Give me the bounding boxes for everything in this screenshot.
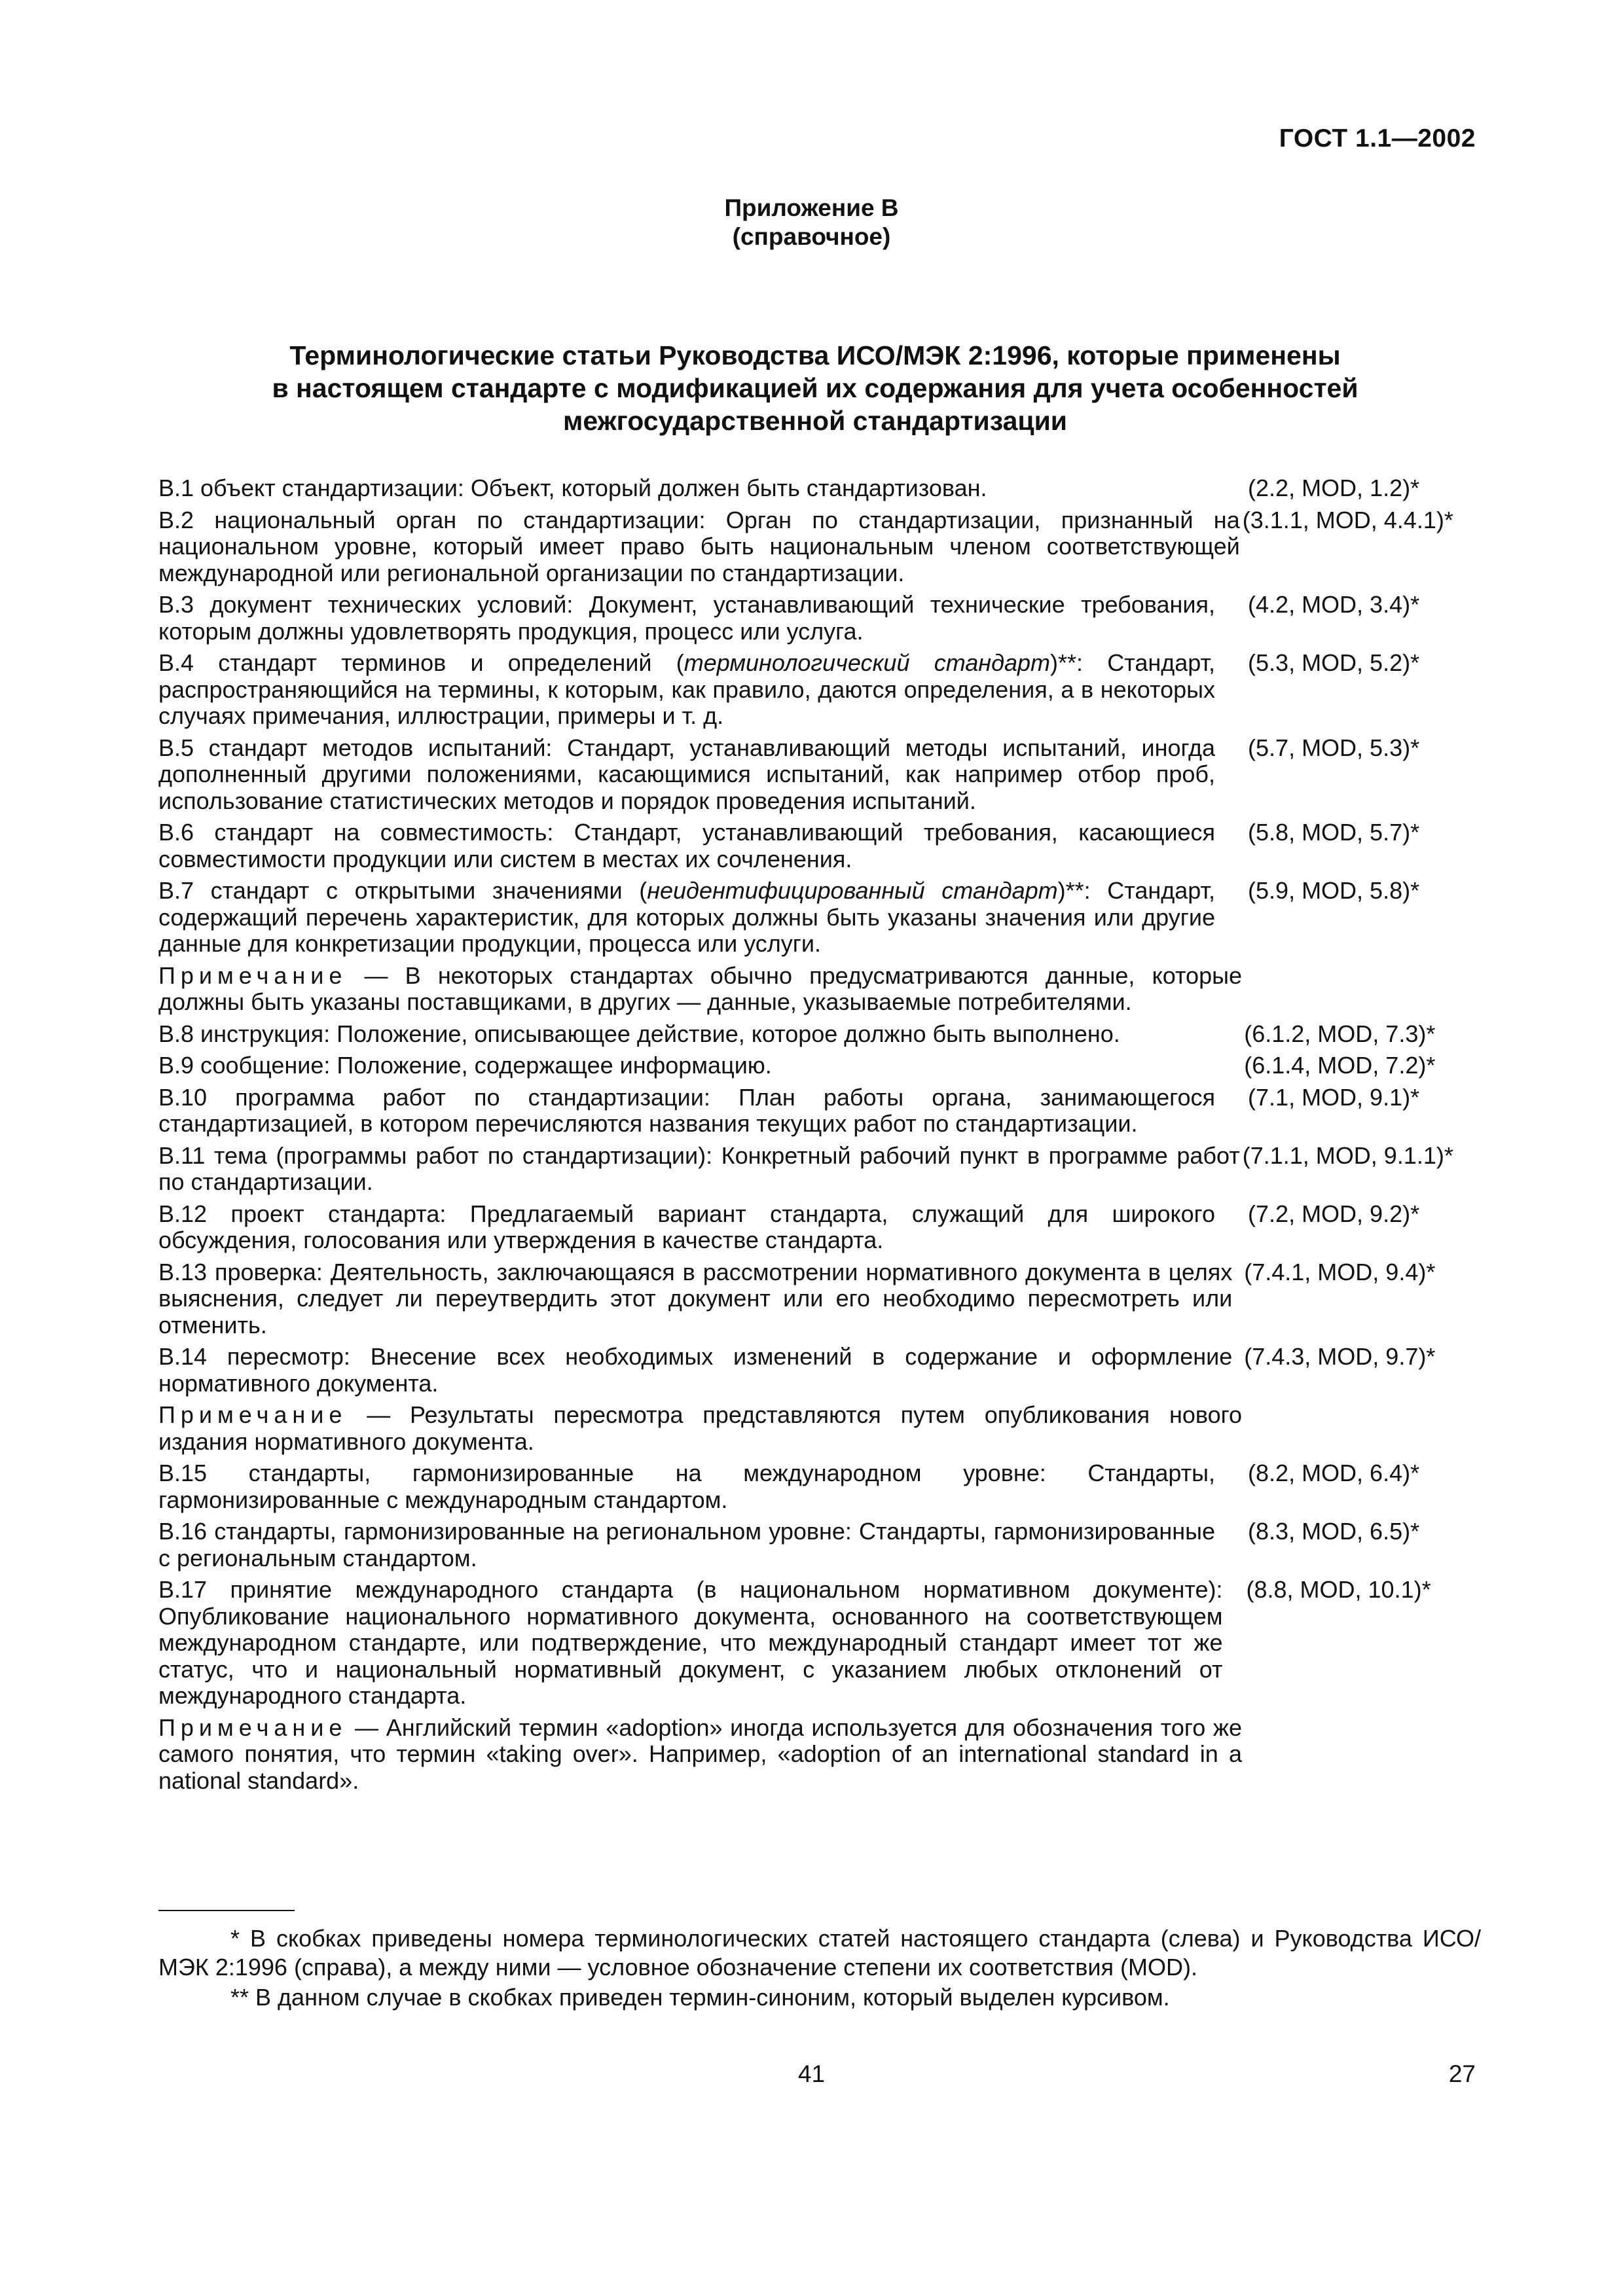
note-body: — Английский термин «adoption» иногда используется для обозначения того же самого понятия, что термин «taking over». Например, «adoption of an international standard in a national standard». bbox=[158, 1713, 1242, 1794]
footnote-2: ** В данном случае в скобках приведен термин-синоним, который выделен курсивом. bbox=[230, 1984, 1170, 2011]
term-reference: (8.2, MOD, 6.4)* bbox=[1248, 1460, 1420, 1486]
appendix-label: Приложение В bbox=[724, 194, 899, 221]
term-reference: (6.1.2, MOD, 7.3)* bbox=[1244, 1020, 1436, 1047]
term-text: В.10 программа работ по стандартизации: План работы органа, занимающегося стандартизацией, в котором перечисляются названия текущих работ по стандартизации. bbox=[158, 1083, 1216, 1137]
term-entry bbox=[158, 1085, 1481, 1138]
term-reference: (7.2, MOD, 9.2)* bbox=[1248, 1200, 1420, 1227]
term-entry bbox=[158, 475, 1481, 502]
title-line-1: Терминологические статьи Руководства ИСО/МЭК 2:1996, которые применены bbox=[289, 340, 1341, 370]
section-title bbox=[216, 339, 1414, 437]
term-reference: (6.1.4, MOD, 7.2)* bbox=[1244, 1052, 1436, 1079]
term-text: В.16 стандарты, гармонизированные на региональном уровне: Стандарты, гармонизированные с региональным стандартом. bbox=[158, 1518, 1216, 1571]
term-text: В.12 проект стандарта: Предлагаемый вариант стандарта, служащий для широкого обсуждения, голосования или утверждения в качестве стандарта. bbox=[158, 1200, 1216, 1253]
note-text bbox=[158, 963, 1242, 1016]
term-reference: (5.3, MOD, 5.2)* bbox=[1248, 649, 1420, 676]
note-text bbox=[158, 1715, 1242, 1795]
page-number-center: 41 bbox=[797, 2060, 826, 2087]
note-label: Примечание bbox=[158, 1401, 348, 1428]
term-reference: (7.4.3, MOD, 9.7)* bbox=[1244, 1343, 1436, 1370]
term-reference: (8.8, MOD, 10.1)* bbox=[1246, 1576, 1431, 1603]
term-entry bbox=[158, 1201, 1481, 1254]
term-entry bbox=[158, 1021, 1481, 1048]
footnote-divider bbox=[158, 1910, 295, 1911]
appendix-heading bbox=[0, 194, 1623, 251]
term-text: В.13 проверка: Деятельность, заключающаяся в рассмотрении нормативного документа в целях выяснения, следует ли переутвердить этот документ или его необходимо пересмотреть или отменить. bbox=[158, 1258, 1233, 1338]
term-synonym: неидентифицированный стандарт bbox=[647, 877, 1058, 904]
term-reference: (7.4.1, MOD, 9.4)* bbox=[1244, 1258, 1436, 1285]
term-text: В.11 тема (программы работ по стандартизации): Конкретный рабочий пункт в программе работ по стандартизации. bbox=[158, 1141, 1240, 1195]
term-reference: (3.1.1, MOD, 4.4.1)* bbox=[1242, 506, 1453, 533]
title-line-3: межгосударственной стандартизации bbox=[563, 406, 1067, 436]
term-entry bbox=[158, 1259, 1481, 1339]
term-text: В.8 инструкция: Положение, описывающее действие, которое должно быть выполнено. bbox=[158, 1020, 1120, 1047]
document-code: ГОСТ 1.1—2002 bbox=[1279, 124, 1476, 152]
term-entry bbox=[158, 819, 1481, 872]
term-text-pre: В.4 стандарт терминов и определений ( bbox=[158, 649, 684, 676]
term-entry bbox=[158, 650, 1481, 730]
term-reference: (5.8, MOD, 5.7)* bbox=[1248, 819, 1420, 846]
term-text: В.1 объект стандартизации: Объект, который должен быть стандартизован. bbox=[158, 475, 987, 501]
term-text-pre: В.7 стандарт с открытыми значениями ( bbox=[158, 877, 647, 904]
term-text: В.17 принятие международного стандарта (в национальном нормативном документе): Опубликование национального нормативного документа, основанного на соответствующем международном стандарте, или подтверждение, что международный стандарт имеет тот же статус, что и национальный нормативный документ, с указанием любых отклонений от международного стандарта. bbox=[158, 1576, 1223, 1709]
term-entry bbox=[158, 1577, 1481, 1710]
term-reference: (7.1.1, MOD, 9.1.1)* bbox=[1242, 1141, 1453, 1169]
page-number-right: 27 bbox=[1448, 2060, 1476, 2087]
term-entry bbox=[158, 878, 1481, 958]
term-entry bbox=[158, 1143, 1481, 1196]
term-text bbox=[158, 650, 1215, 730]
term-entry bbox=[158, 507, 1481, 587]
term-entry bbox=[158, 735, 1481, 815]
title-line-2: в настоящем стандарте с модификацией их содержания для учета особенностей bbox=[272, 373, 1359, 403]
term-entries bbox=[158, 475, 1481, 1799]
term-reference: (5.7, MOD, 5.3)* bbox=[1248, 734, 1420, 761]
note-body: — В некоторых стандартах обычно предусматриваются данные, которые должны быть указаны поставщиками, в других — данные, указываемые потребителями. bbox=[158, 961, 1242, 1015]
term-reference: (2.2, MOD, 1.2)* bbox=[1248, 475, 1420, 501]
footnote-1: * В скобках приведены номера терминологических статей настоящего стандарта (слева) и Руководства ИСО/МЭК 2:1996 (справа), а между ними — условное обозначение степени их соответствия (MOD). bbox=[158, 1925, 1481, 1981]
note-entry bbox=[158, 1715, 1481, 1795]
term-text: В.3 документ технических условий: Документ, устанавливающий технические требования, которым должны удовлетворять продукция, процесс или услуга. bbox=[158, 591, 1216, 645]
note-body: — Результаты пересмотра представляются путем опубликования нового издания нормативного документа. bbox=[158, 1401, 1242, 1455]
term-text: В.6 стандарт на совместимость: Стандарт, устанавливающий требования, касающиеся совместимости продукции или систем в местах их сочленения. bbox=[158, 819, 1216, 872]
note-label: Примечание bbox=[158, 1713, 348, 1741]
note-entry bbox=[158, 1402, 1481, 1455]
term-reference: (7.1, MOD, 9.1)* bbox=[1248, 1083, 1420, 1111]
term-text: В.9 сообщение: Положение, содержащее информацию. bbox=[158, 1052, 772, 1079]
appendix-type: (справочное) bbox=[732, 223, 891, 250]
note-entry bbox=[158, 963, 1481, 1016]
term-entry bbox=[158, 592, 1481, 645]
term-entry bbox=[158, 1344, 1481, 1397]
term-reference: (4.2, MOD, 3.4)* bbox=[1248, 591, 1420, 618]
note-text bbox=[158, 1402, 1242, 1455]
term-text: В.15 стандарты, гармонизированные на международном уровне: Стандарты, гармонизированные с международным стандартом. bbox=[158, 1460, 1216, 1513]
term-entry bbox=[158, 1518, 1481, 1571]
note-label: Примечание bbox=[158, 961, 348, 989]
term-text-post: )**: Стандарт, распространяющийся на термины, к которым, как правило, даются определения, а в некоторых случаях примечания, иллюстрации, примеры и т. д. bbox=[158, 649, 1216, 729]
term-text: В.2 национальный орган по стандартизации: Орган по стандартизации, признанный на национальном уровне, который имеет право быть национальным членом соответствующей международной или региональной организации по стандартизации. bbox=[158, 506, 1240, 586]
term-text: В.5 стандарт методов испытаний: Стандарт, устанавливающий методы испытаний, иногда дополненный другими положениями, касающимися испытаний, как например отбор проб, использование статистических методов и порядок проведения испытаний. bbox=[158, 734, 1216, 814]
term-text-post: )**: Стандарт, содержащий перечень характеристик, для которых должны быть указаны значения или другие данные для конкретизации продукции, процесса или услуги. bbox=[158, 877, 1216, 957]
term-entry bbox=[158, 1460, 1481, 1513]
term-reference: (8.3, MOD, 6.5)* bbox=[1248, 1518, 1420, 1545]
term-entry bbox=[158, 1052, 1481, 1079]
term-text: В.14 пересмотр: Внесение всех необходимых изменений в содержание и оформление нормативного документа. bbox=[158, 1343, 1233, 1397]
term-reference: (5.9, MOD, 5.8)* bbox=[1248, 877, 1420, 904]
term-synonym: терминологический стандарт bbox=[684, 649, 1051, 676]
term-text bbox=[158, 878, 1215, 958]
footnotes bbox=[158, 1924, 1481, 2013]
